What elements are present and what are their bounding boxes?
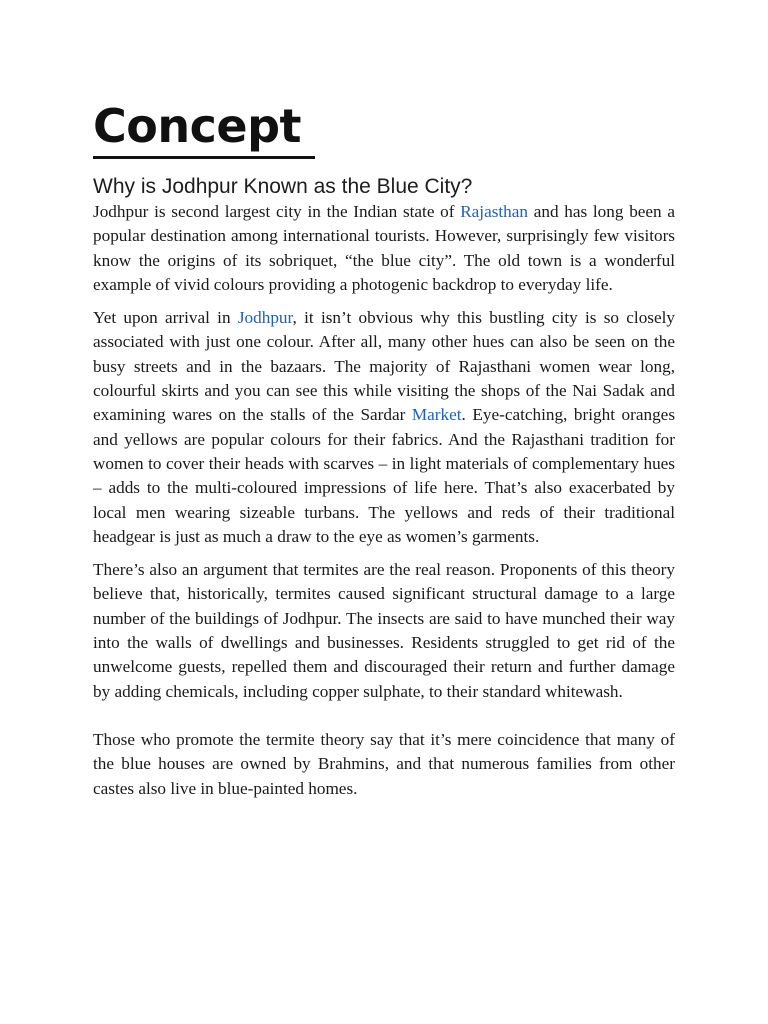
paragraph-1 [93, 200, 675, 297]
paragraph-3: There’s also an argument that termites are the real reason. Proponents of this theory believe that, historically, termites caused significant structural damage to a large number of the buildings of Jodhpur. The insects are said to have munched their way into the walls of dwellings and businesses. Residents struggled to get rid of the unwelcome guests, repelled them and discouraged their return and further damage by adding chemicals, including copper sulphate, to their standard whitewash. [93, 560, 675, 701]
article-body [93, 200, 675, 810]
paragraph-2-text-before: Yet upon arrival in [93, 308, 238, 328]
paragraph-2 [93, 306, 675, 549]
link-jodhpur[interactable]: Jodhpur [237, 308, 293, 328]
link-market[interactable]: Market [411, 405, 462, 425]
link-rajasthan[interactable]: Rajasthan [460, 202, 528, 221]
section-heading: Why is Jodhpur Known as the Blue City? [93, 175, 473, 198]
paragraph-1-text-before: Jodhpur is second largest city in the Indian state of [93, 202, 461, 221]
paragraph-4: Those who promote the termite theory say that it’s mere coincidence that many of the blue houses are owned by Brahmins, and that numerous families from other castes also live in blue-painted homes. [93, 729, 675, 798]
paragraph-1-text-after: and has long been a popular destination among international tourists. However, surprisingly few visitors know the origins of its sobriquet, “the blue city”. The old town is a wonderful example of vivid colours providing a photogenic backdrop to everyday life. [93, 202, 675, 294]
paragraph-2-text-after: . Eye-catching, bright oranges and yellows are popular colours for their fabrics. And the Rajasthani tradition for women to cover their heads with scarves – in light materials of complementary hues – adds to the multi-coloured impressions of life here. That’s also exacerbated by local men wearing sizeable turbans. The yellows and reds of their traditional headgear is just as much a draw to the eye as women’s garments. [93, 405, 676, 546]
page-title: Concept [93, 96, 315, 159]
paragraph-2-text-middle: , it isn’t obvious why this bustling city is so closely associated with just one colour. After all, many other hues can also be seen on the busy streets and in the bazaars. The majority of Rajasthani women wear long, colourful skirts and you can see this while visiting the shops of the Nai Sadak and examining wares on the stalls of the Sardar [93, 308, 675, 425]
